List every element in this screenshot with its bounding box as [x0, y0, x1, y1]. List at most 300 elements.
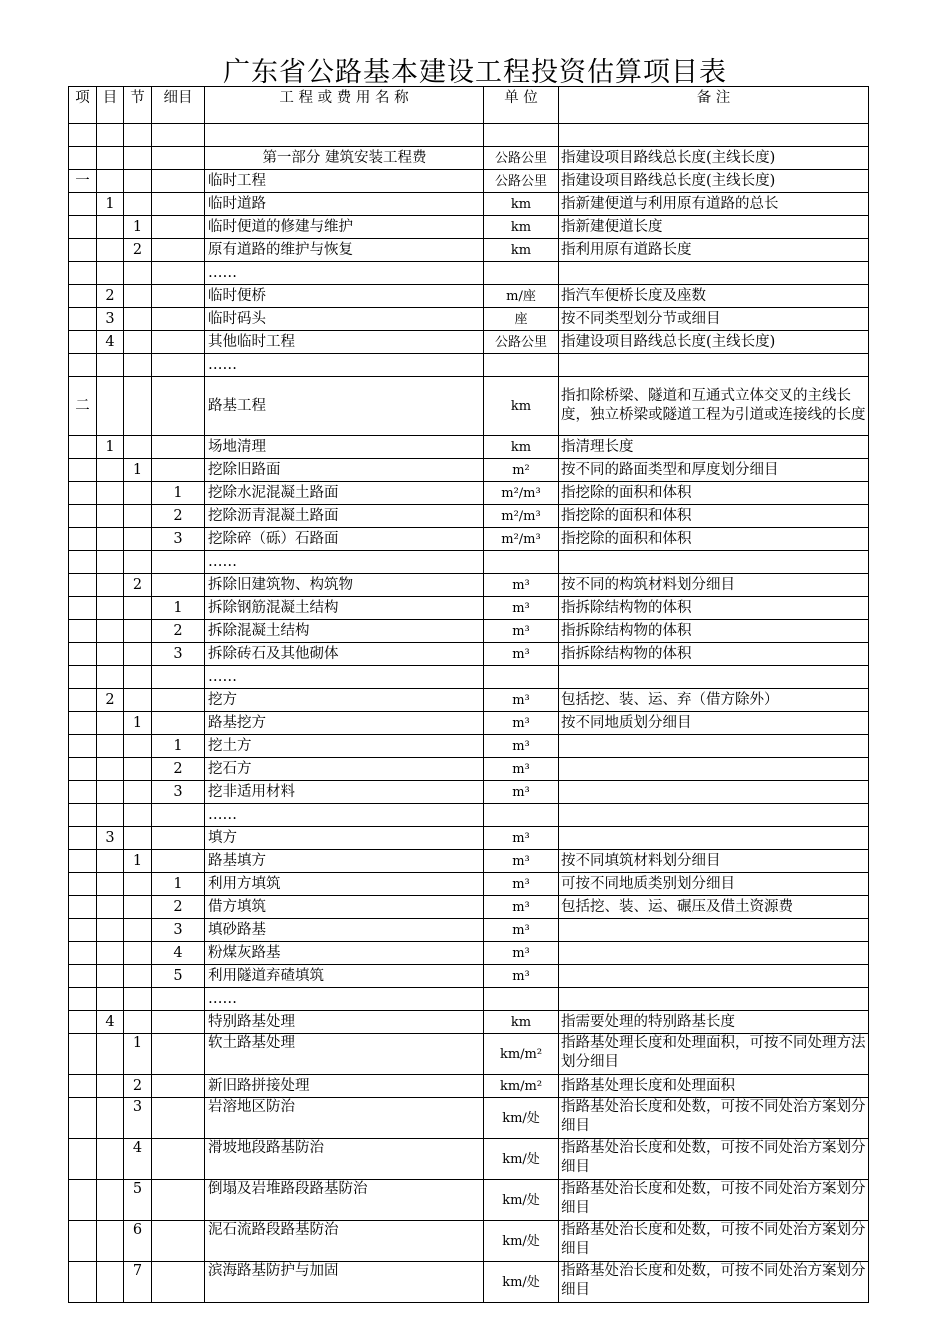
cell-ximu: [152, 459, 205, 482]
spacer-cell: [559, 124, 869, 147]
cell-ximu: [152, 850, 205, 873]
table-row: [69, 1139, 869, 1180]
cell-xiang: [69, 1034, 97, 1075]
cell-unit: 公路公里: [484, 147, 559, 170]
cell-jie: [124, 354, 152, 377]
table-row: [69, 781, 869, 804]
cell-unit: km: [484, 216, 559, 239]
cell-jie: [124, 551, 152, 574]
cell-unit: km/处: [484, 1098, 559, 1139]
table-row: [69, 896, 869, 919]
cell-jie: 7: [124, 1262, 152, 1303]
cell-unit: km/m²: [484, 1034, 559, 1075]
cell-xiang: [69, 1098, 97, 1139]
cell-unit: m³: [484, 643, 559, 666]
cell-mu: [97, 735, 124, 758]
cell-unit: 座: [484, 308, 559, 331]
table-row: [69, 1011, 869, 1034]
cell-name: 倒塌及岩堆路段路基防治: [205, 1180, 484, 1221]
cell-mu: [97, 712, 124, 735]
cell-name: 路基工程: [205, 377, 484, 436]
cell-ximu: [152, 1221, 205, 1262]
cell-mu: [97, 482, 124, 505]
cell-mu: [97, 1262, 124, 1303]
cell-xiang: [69, 528, 97, 551]
cell-unit: m³: [484, 919, 559, 942]
header-name: 工 程 或 费 用 名 称: [205, 87, 484, 124]
cell-name: 挖方: [205, 689, 484, 712]
table-row: [69, 147, 869, 170]
cell-jie: 4: [124, 1139, 152, 1180]
cell-jie: [124, 988, 152, 1011]
cell-note: 指挖除的面积和体积: [559, 482, 869, 505]
cell-xiang: [69, 551, 97, 574]
cell-name: 第一部分 建筑安装工程费: [205, 147, 484, 170]
cell-jie: [124, 643, 152, 666]
cell-name: 挖除旧路面: [205, 459, 484, 482]
cell-name: ……: [205, 804, 484, 827]
cell-note: 可按不同地质类别划分细目: [559, 873, 869, 896]
cell-mu: [97, 597, 124, 620]
cell-jie: [124, 436, 152, 459]
cell-xiang: [69, 988, 97, 1011]
cell-note: 指扣除桥梁、隧道和互通式立体交叉的主线长度，独立桥梁或隧道工程为引道或连接线的长度: [559, 377, 869, 436]
cell-jie: [124, 597, 152, 620]
cell-xiang: [69, 873, 97, 896]
cell-ximu: 3: [152, 643, 205, 666]
cell-mu: [97, 354, 124, 377]
cell-unit: km: [484, 193, 559, 216]
cell-xiang: [69, 804, 97, 827]
cell-jie: [124, 482, 152, 505]
cell-mu: [97, 1139, 124, 1180]
cell-note: 指拆除结构物的体积: [559, 620, 869, 643]
cell-unit: m³: [484, 758, 559, 781]
cell-xiang: [69, 850, 97, 873]
cell-note: 指路基处治长度和处数，可按不同处治方案划分细目: [559, 1221, 869, 1262]
cell-jie: [124, 666, 152, 689]
cell-mu: [97, 459, 124, 482]
cell-jie: 1: [124, 216, 152, 239]
cell-ximu: [152, 354, 205, 377]
cell-mu: [97, 620, 124, 643]
cell-name: 填方: [205, 827, 484, 850]
cell-ximu: [152, 1139, 205, 1180]
cell-ximu: [152, 804, 205, 827]
cell-jie: 1: [124, 712, 152, 735]
table-row: [69, 216, 869, 239]
cell-ximu: 2: [152, 758, 205, 781]
cell-jie: [124, 1011, 152, 1034]
cell-xiang: [69, 239, 97, 262]
cell-name: 利用隧道弃碴填筑: [205, 965, 484, 988]
table-row: [69, 239, 869, 262]
cell-xiang: [69, 689, 97, 712]
cell-name: 挖非适用材料: [205, 781, 484, 804]
cell-ximu: [152, 988, 205, 1011]
cell-name: 临时道路: [205, 193, 484, 216]
cell-name: ……: [205, 666, 484, 689]
cell-unit: km: [484, 1011, 559, 1034]
table-row: [69, 354, 869, 377]
cell-xiang: 二: [69, 377, 97, 436]
cell-xiang: [69, 896, 97, 919]
cell-jie: [124, 873, 152, 896]
cell-mu: [97, 574, 124, 597]
cell-name: 岩溶地区防治: [205, 1098, 484, 1139]
cell-mu: 4: [97, 1011, 124, 1034]
cell-name: 其他临时工程: [205, 331, 484, 354]
cell-jie: [124, 827, 152, 850]
cell-xiang: [69, 193, 97, 216]
cell-ximu: [152, 193, 205, 216]
cell-name: 挖除碎（砾）石路面: [205, 528, 484, 551]
header-unit: 单 位: [484, 87, 559, 124]
cell-note: 指新建便道长度: [559, 216, 869, 239]
cell-jie: 2: [124, 239, 152, 262]
cell-jie: [124, 942, 152, 965]
cell-xiang: [69, 262, 97, 285]
table-row: [69, 827, 869, 850]
cell-mu: [97, 919, 124, 942]
cell-xiang: 一: [69, 170, 97, 193]
cell-name: 拆除钢筋混凝土结构: [205, 597, 484, 620]
cell-mu: [97, 965, 124, 988]
cell-ximu: [152, 1180, 205, 1221]
spacer-cell: [484, 124, 559, 147]
cell-ximu: [152, 689, 205, 712]
cell-note: [559, 666, 869, 689]
cell-name: 利用方填筑: [205, 873, 484, 896]
cell-ximu: 1: [152, 873, 205, 896]
cell-xiang: [69, 1139, 97, 1180]
cell-note: 指新建便道与利用原有道路的总长: [559, 193, 869, 216]
table-row: [69, 597, 869, 620]
cell-xiang: [69, 216, 97, 239]
cell-ximu: 4: [152, 942, 205, 965]
cell-name: 路基挖方: [205, 712, 484, 735]
table-row: [69, 574, 869, 597]
table-row: [69, 193, 869, 216]
cell-jie: 2: [124, 574, 152, 597]
cell-ximu: 2: [152, 896, 205, 919]
cell-unit: m/座: [484, 285, 559, 308]
cell-mu: [97, 1034, 124, 1075]
table-row: [69, 873, 869, 896]
cell-ximu: [152, 170, 205, 193]
cell-jie: [124, 308, 152, 331]
table-row: [69, 850, 869, 873]
cell-unit: m²/m³: [484, 528, 559, 551]
cell-xiang: [69, 436, 97, 459]
cell-unit: m²: [484, 459, 559, 482]
cell-unit: m³: [484, 896, 559, 919]
table-row: [69, 689, 869, 712]
cell-unit: km/处: [484, 1262, 559, 1303]
cell-name: 挖石方: [205, 758, 484, 781]
cell-ximu: 1: [152, 597, 205, 620]
table-row: [69, 551, 869, 574]
cell-jie: [124, 735, 152, 758]
table-row: [69, 482, 869, 505]
cell-note: 指汽车便桥长度及座数: [559, 285, 869, 308]
cell-unit: km/处: [484, 1139, 559, 1180]
cell-jie: 1: [124, 1034, 152, 1075]
cell-ximu: [152, 1262, 205, 1303]
cell-unit: km/处: [484, 1221, 559, 1262]
cell-name: 借方填筑: [205, 896, 484, 919]
cell-ximu: 5: [152, 965, 205, 988]
cell-unit: [484, 354, 559, 377]
cell-xiang: [69, 965, 97, 988]
cell-mu: [97, 551, 124, 574]
cell-note: [559, 827, 869, 850]
cell-mu: [97, 781, 124, 804]
cell-ximu: [152, 1075, 205, 1098]
cell-name: 特别路基处理: [205, 1011, 484, 1034]
cell-ximu: [152, 377, 205, 436]
cell-xiang: [69, 574, 97, 597]
cell-jie: [124, 758, 152, 781]
cell-xiang: [69, 459, 97, 482]
cell-note: 指路基处理长度和处理面积: [559, 1075, 869, 1098]
cell-xiang: [69, 781, 97, 804]
cell-note: 指路基处治长度和处数，可按不同处治方案划分细目: [559, 1139, 869, 1180]
cell-name: 挖土方: [205, 735, 484, 758]
cell-note: 指路基处治长度和处数，可按不同处治方案划分细目: [559, 1180, 869, 1221]
cell-mu: 3: [97, 827, 124, 850]
cell-jie: [124, 689, 152, 712]
cell-ximu: [152, 1034, 205, 1075]
cell-name: 路基填方: [205, 850, 484, 873]
cell-ximu: 2: [152, 505, 205, 528]
cell-ximu: [152, 1098, 205, 1139]
cell-ximu: 2: [152, 620, 205, 643]
cell-name: ……: [205, 262, 484, 285]
cell-xiang: [69, 712, 97, 735]
cell-ximu: [152, 147, 205, 170]
spacer-cell: [69, 124, 97, 147]
page-title: 广东省公路基本建设工程投资估算项目表: [223, 57, 727, 88]
cell-note: 按不同类型划分节或细目: [559, 308, 869, 331]
cell-xiang: [69, 1221, 97, 1262]
cell-mu: [97, 758, 124, 781]
cell-ximu: [152, 551, 205, 574]
cell-name: 滑坡地段路基防治: [205, 1139, 484, 1180]
cell-note: [559, 965, 869, 988]
cell-name: 拆除砖石及其他砌体: [205, 643, 484, 666]
cell-unit: m³: [484, 712, 559, 735]
cell-name: 临时便桥: [205, 285, 484, 308]
cell-note: [559, 354, 869, 377]
cell-name: 场地清理: [205, 436, 484, 459]
cell-unit: 公路公里: [484, 331, 559, 354]
cell-note: 指清理长度: [559, 436, 869, 459]
cell-xiang: [69, 942, 97, 965]
cell-jie: 6: [124, 1221, 152, 1262]
cell-xiang: [69, 735, 97, 758]
cell-unit: m³: [484, 781, 559, 804]
cell-xiang: [69, 354, 97, 377]
cell-mu: [97, 505, 124, 528]
cell-name: 挖除水泥混凝土路面: [205, 482, 484, 505]
cell-xiang: [69, 147, 97, 170]
spacer-cell: [205, 124, 484, 147]
table-row: [69, 1075, 869, 1098]
cell-ximu: [152, 574, 205, 597]
cell-mu: [97, 528, 124, 551]
cell-ximu: 1: [152, 735, 205, 758]
cell-note: 按不同的构筑材料划分细目: [559, 574, 869, 597]
cell-note: 指需要处理的特别路基长度: [559, 1011, 869, 1034]
spacer-cell: [152, 124, 205, 147]
cell-unit: m³: [484, 827, 559, 850]
cell-mu: [97, 147, 124, 170]
cell-jie: [124, 193, 152, 216]
cell-name: 粉煤灰路基: [205, 942, 484, 965]
spacer-cell: [97, 124, 124, 147]
table-row: [69, 1034, 869, 1075]
cell-jie: 1: [124, 459, 152, 482]
cell-mu: [97, 942, 124, 965]
table-row: [69, 308, 869, 331]
cell-jie: 1: [124, 850, 152, 873]
cell-ximu: 3: [152, 781, 205, 804]
header-mu: 目: [97, 87, 124, 124]
cell-jie: [124, 505, 152, 528]
cell-xiang: [69, 1180, 97, 1221]
cell-unit: [484, 988, 559, 1011]
header-note: 备 注: [559, 87, 869, 124]
cell-mu: [97, 377, 124, 436]
table-row: [69, 643, 869, 666]
cell-xiang: [69, 1011, 97, 1034]
table-row: [69, 666, 869, 689]
cell-xiang: [69, 597, 97, 620]
spacer-cell: [124, 124, 152, 147]
table-row: [69, 436, 869, 459]
cell-unit: m³: [484, 850, 559, 873]
cell-jie: [124, 262, 152, 285]
cell-jie: [124, 331, 152, 354]
cell-name: 原有道路的维护与恢复: [205, 239, 484, 262]
cell-ximu: [152, 285, 205, 308]
cell-unit: km/处: [484, 1180, 559, 1221]
cell-ximu: [152, 331, 205, 354]
cell-unit: [484, 551, 559, 574]
cell-note: 按不同地质划分细目: [559, 712, 869, 735]
cell-name: 滨海路基防护与加固: [205, 1262, 484, 1303]
cell-unit: [484, 666, 559, 689]
cell-mu: [97, 988, 124, 1011]
cell-note: [559, 988, 869, 1011]
cell-name: 临时工程: [205, 170, 484, 193]
cell-jie: [124, 919, 152, 942]
cell-unit: m³: [484, 689, 559, 712]
cell-xiang: [69, 505, 97, 528]
cell-ximu: [152, 436, 205, 459]
cell-mu: 2: [97, 285, 124, 308]
cell-unit: m³: [484, 965, 559, 988]
cell-ximu: [152, 216, 205, 239]
cell-note: 指路基处治长度和处数，可按不同处治方案划分细目: [559, 1262, 869, 1303]
cell-jie: [124, 781, 152, 804]
cell-mu: 4: [97, 331, 124, 354]
table-row: [69, 988, 869, 1011]
cell-ximu: 3: [152, 919, 205, 942]
cell-note: 指建设项目路线总长度(主线长度): [559, 147, 869, 170]
cell-ximu: [152, 262, 205, 285]
cell-mu: 3: [97, 308, 124, 331]
cell-xiang: [69, 1075, 97, 1098]
cell-note: [559, 942, 869, 965]
cell-mu: [97, 804, 124, 827]
cell-name: 临时码头: [205, 308, 484, 331]
cell-jie: [124, 377, 152, 436]
cell-jie: [124, 620, 152, 643]
cell-unit: m³: [484, 873, 559, 896]
cell-ximu: [152, 239, 205, 262]
table-row: [69, 377, 869, 436]
table-row: [69, 170, 869, 193]
table-row: [69, 919, 869, 942]
cell-name: ……: [205, 988, 484, 1011]
cell-unit: m³: [484, 620, 559, 643]
cell-note: 指建设项目路线总长度(主线长度): [559, 170, 869, 193]
cell-note: [559, 804, 869, 827]
cell-note: 指利用原有道路长度: [559, 239, 869, 262]
cell-mu: 1: [97, 436, 124, 459]
cell-mu: [97, 239, 124, 262]
table-row: [69, 1221, 869, 1262]
cell-note: [559, 735, 869, 758]
cell-unit: km: [484, 377, 559, 436]
cell-note: [559, 781, 869, 804]
cell-unit: km/m²: [484, 1075, 559, 1098]
cell-unit: m³: [484, 597, 559, 620]
cell-name: 泥石流路段路基防治: [205, 1221, 484, 1262]
cell-unit: 公路公里: [484, 170, 559, 193]
cell-note: [559, 551, 869, 574]
table-row: [69, 620, 869, 643]
cell-xiang: [69, 666, 97, 689]
cell-note: 指路基处治长度和处数，可按不同处治方案划分细目: [559, 1098, 869, 1139]
cell-mu: [97, 1075, 124, 1098]
table-row: [69, 804, 869, 827]
cell-mu: [97, 850, 124, 873]
table-row: [69, 965, 869, 988]
cell-mu: [97, 1098, 124, 1139]
header-row: [69, 87, 869, 124]
cell-xiang: [69, 482, 97, 505]
cell-mu: [97, 262, 124, 285]
cell-ximu: [152, 1011, 205, 1034]
cell-jie: [124, 147, 152, 170]
cell-note: [559, 262, 869, 285]
cell-unit: km: [484, 436, 559, 459]
table-row: [69, 505, 869, 528]
table-row: [69, 942, 869, 965]
spacer-row: [69, 124, 869, 147]
cell-unit: [484, 262, 559, 285]
cell-xiang: [69, 620, 97, 643]
cell-mu: 1: [97, 193, 124, 216]
cell-note: 指建设项目路线总长度(主线长度): [559, 331, 869, 354]
cell-jie: 2: [124, 1075, 152, 1098]
cell-mu: [97, 643, 124, 666]
cell-unit: km: [484, 239, 559, 262]
cell-mu: [97, 896, 124, 919]
